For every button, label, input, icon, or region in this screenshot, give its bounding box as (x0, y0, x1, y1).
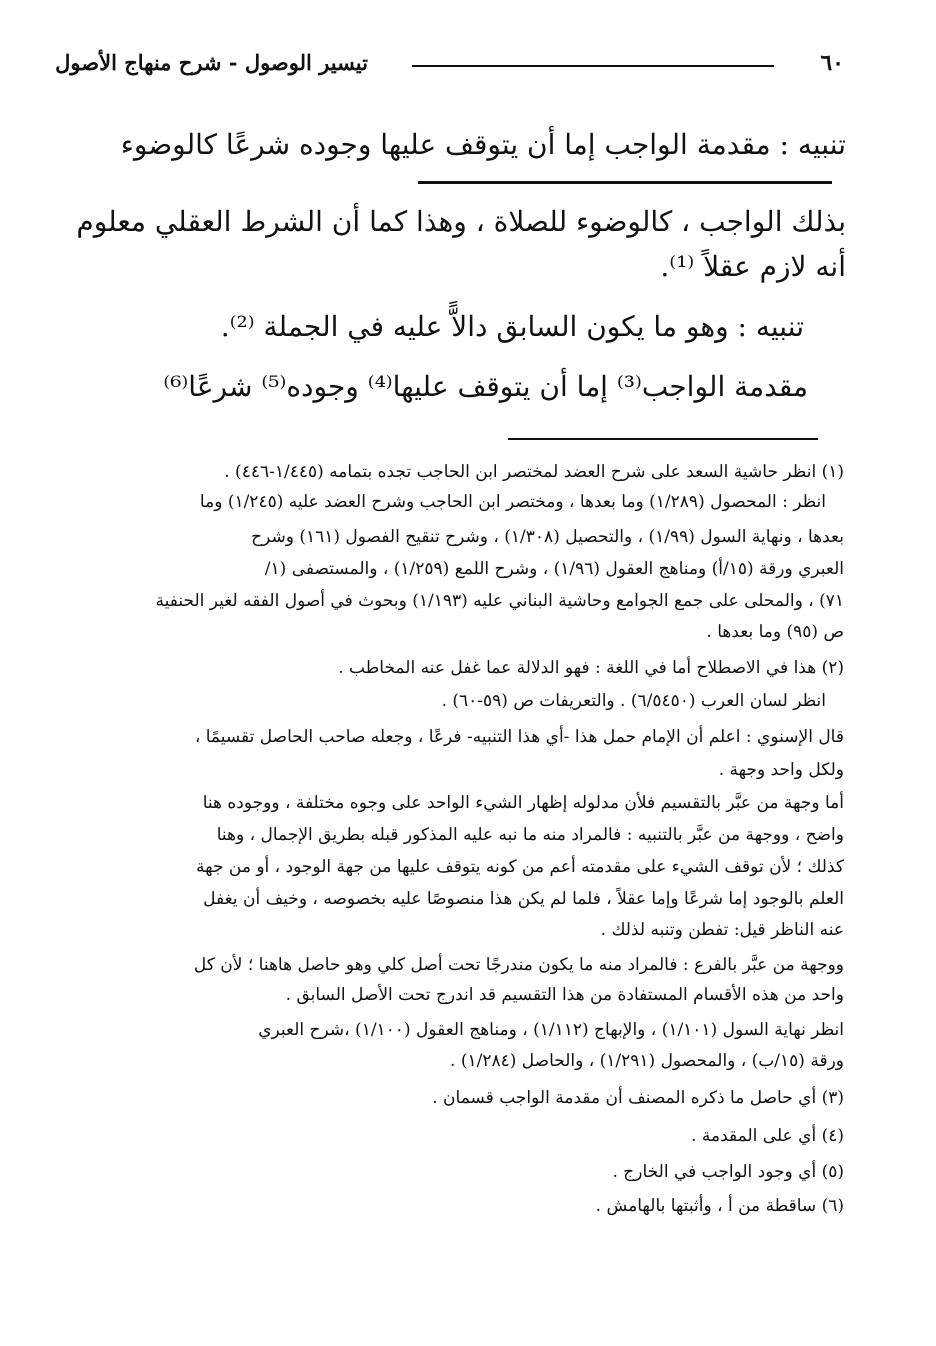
footnote-line: انظر لسان العرب (٦/٥٤٥٠) . والتعريفات ص (٥٩-٦٠) . (441, 691, 826, 711)
main-line-3: أنه لازم عقلاً ⁽¹⁾. (660, 250, 846, 283)
footnote-line: كذلك ؛ لأن توقف الشيء على مقدمته أعم من كونه يتوقف عليها من جهة الوجود ، أو من جهة (196, 857, 844, 877)
footnote-line: واضح ، ووجهة من عبَّر بالتنبيه : فالمراد منه ما نبه عليه المذكور قبله بطريق الإجمال ، وهنا (216, 825, 844, 845)
main-line-2: بذلك الواجب ، كالوضوء للصلاة ، وهذا كما أن الشرط العقلي معلوم (76, 205, 846, 238)
main-line-1: تنبيه : مقدمة الواجب إما أن يتوقف عليها وجوده شرعًا كالوضوء (120, 128, 846, 161)
footnote-line: العبري ورقة (١٥/أ) ومناهج العقول (١/٩٦) ، وشرح اللمع (١/٢٥٩) ، والمستصفى (١/ (264, 559, 844, 579)
footnote-line: العلم بالوجود إما شرعًا وإما عقلاً ، فلما لم يكن هذا منصوصًا عليه بخصوصه ، وخيف أن يغفل (203, 889, 844, 909)
footnote-6: (٦) ساقطة من أ ، وأثبتها بالهامش . (595, 1196, 844, 1216)
footnote-3: (٣) أي حاصل ما ذكره المصنف أن مقدمة الواجب قسمان . (432, 1088, 844, 1108)
footnote-line: عنه الناظر قيل: تفطن وتنبه لذلك . (600, 920, 844, 940)
page-number: ٦٠ (820, 50, 844, 76)
footnote-line: ولكل واحد وجهة . (718, 760, 844, 780)
footnote-1: (١) انظر حاشية السعد على شرح العضد لمختصر ابن الحاجب تجده بتمامه (١/٤٤٥-٤٤٦) . (224, 462, 844, 482)
footnote-line: ٧١) ، والمحلى على جمع الجوامع وحاشية البناني عليه (١/١٩٣) وبحوث في أصول الفقه لغير الحنفية (155, 591, 844, 611)
footnote-line: بعدها ، ونهاية السول (١/٩٩) ، والتحصيل (١/٣٠٨) ، وشرح تنقيح الفصول (١٦١) وشرح (251, 527, 844, 547)
footnote-5: (٥) أي وجود الواجب في الخارج . (612, 1162, 844, 1182)
footnote-line: أما وجهة من عبَّر بالتقسيم فلأن مدلوله إظهار الشيء الواحد على وجوه مختلفة ، ووجوده هنا (202, 793, 844, 813)
footnote-line: ورقة (١٥/ب) ، والمحصول (١/٢٩١) ، والحاصل (١/٢٨٤) . (450, 1051, 844, 1071)
strike-rule (418, 181, 832, 184)
footnote-line: واحد من هذه الأقسام المستفادة من هذا التقسيم قد اندرج تحت الأصل السابق . (285, 985, 844, 1005)
footnote-line: قال الإسنوي : اعلم أن الإمام حمل هذا -أي هذا التنبيه- فرعًا ، وجعله صاحب الحاصل تقسيمًا ، (194, 727, 844, 747)
main-line-4: تنبيه : وهو ما يكون السابق دالاًّ عليه في الجملة ⁽²⁾. (220, 310, 804, 343)
footnote-line: ووجهة من عبَّر بالفرع : فالمراد منه ما يكون مندرجًا تحت أصل كلي وهو حاصل هاهنا ؛ لأن كل (193, 955, 844, 975)
footnote-line: انظر : المحصول (١/٢٨٩) وما بعدها ، ومختصر ابن الحاجب وشرح العضد عليه (١/٢٤٥) وما (199, 492, 826, 512)
footnote-4: (٤) أي على المقدمة . (691, 1126, 844, 1146)
footnote-2: (٢) هذا في الاصطلاح أما في اللغة : فهو الدلالة عما غفل عنه المخاطب . (338, 658, 844, 678)
running-title: تيسير الوصول - شرح منهاج الأصول (55, 50, 368, 75)
footnote-line: ص (٩٥) وما بعدها . (706, 622, 844, 642)
main-line-5: مقدمة الواجب⁽³⁾ إما أن يتوقف عليها⁽⁴⁾ وجوده⁽⁵⁾ شرعًا⁽⁶⁾ (163, 370, 808, 403)
footnote-separator (508, 438, 818, 440)
footnote-line: انظر نهاية السول (١/١٠١) ، والإبهاج (١/١١٢) ، ومناهج العقول (١/١٠٠) ،شرح العبري (258, 1020, 844, 1040)
header-rule (412, 65, 774, 67)
